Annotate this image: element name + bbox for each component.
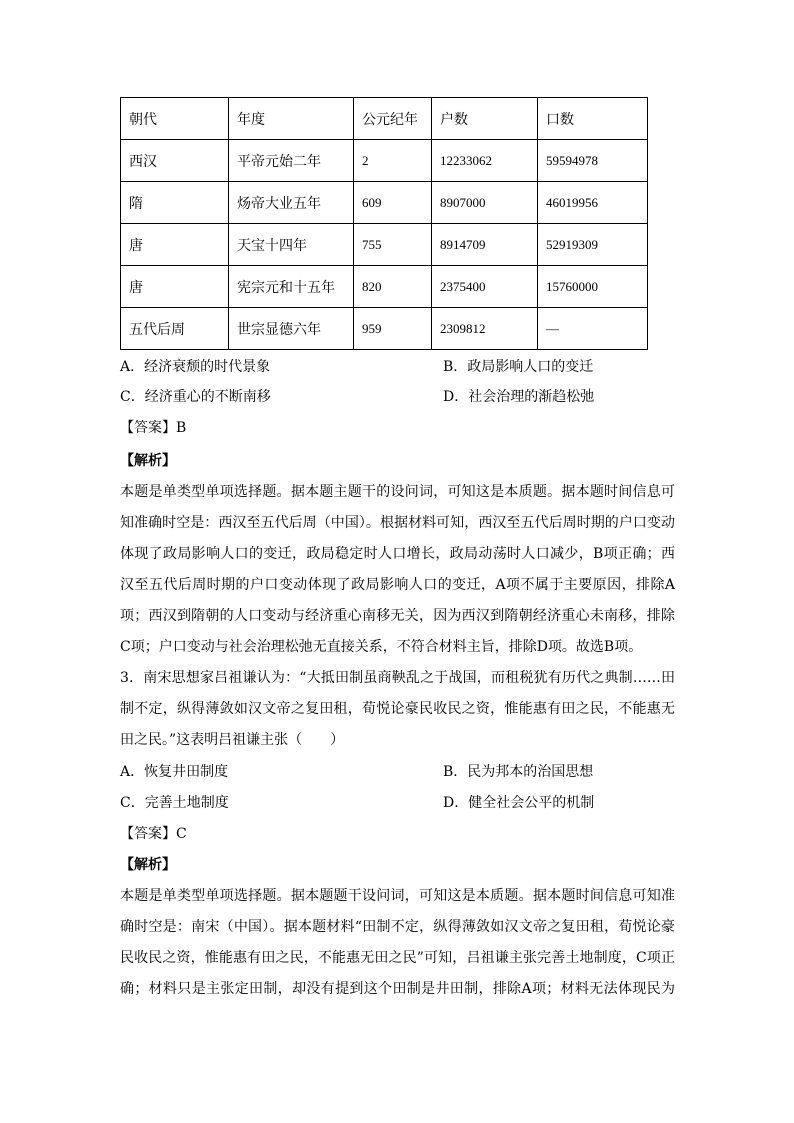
table-header-row: [121, 98, 648, 140]
q2-options-row-2: [120, 385, 680, 409]
q2-analysis-line: 体现了政局影响人口的变迁，政局稳定时人口增长，政局动荡时人口减少，B项正确；西: [120, 546, 675, 562]
table-cell: 五代后周: [121, 308, 229, 350]
table-header-cell: 朝代: [121, 98, 229, 140]
table-cell: 820: [354, 266, 432, 308]
table-header-cell: 公元纪年: [354, 98, 432, 140]
table-header-cell: 户数: [432, 98, 538, 140]
option-a: A．恢复井田制度: [120, 764, 229, 780]
table-cell: 天宝十四年: [229, 224, 354, 266]
q3-analysis-line: 民收民之资，惟能惠有田之民，不能惠无田之民”可知，吕祖谦主张完善土地制度，C项正: [120, 950, 675, 966]
table-cell: 唐: [121, 224, 229, 266]
q3-analysis-label: 【解析】: [120, 857, 176, 873]
table-cell: 隋: [121, 182, 229, 224]
table-cell: 2309812: [432, 308, 538, 350]
q3-options-row-1: [120, 760, 680, 784]
table-row: [121, 140, 648, 182]
q2-analysis-line: 项；西汉到隋朝的人口变动与经济重心南移无关，因为西汉到隋朝经济重心未南移，排除: [120, 608, 675, 624]
q3-analysis-line: 本题是单类型单项选择题。据本题题干设问词，可知这是本质题。据本题时间信息可知准: [120, 888, 675, 904]
table-cell: 59594978: [538, 140, 648, 182]
table-cell: 宪宗元和十五年: [229, 266, 354, 308]
q3-stem-line: 田之民。”这表明吕祖谦主张（ ）: [120, 732, 345, 748]
table-header-cell: 年度: [229, 98, 354, 140]
table-cell: 2: [354, 140, 432, 182]
q3-stem-line: 3．南宋思想家吕祖谦认为：“大抵田制虽商鞅乱之于战国，而租税犹有历代之典制……田: [120, 670, 675, 686]
q2-analysis-line: 知准确时空是：西汉至五代后周（中国）。根据材料可知，西汉至五代后周时期的户口变动: [120, 515, 675, 531]
table-cell: 15760000: [538, 266, 648, 308]
table-cell: 世宗显德六年: [229, 308, 354, 350]
option-c: C．经济重心的不断南移: [120, 389, 271, 405]
q3-analysis-line: 确；材料只是主张定田制，却没有提到这个田制是井田制，排除A项；材料无法体现民为: [120, 981, 675, 997]
table-row: [121, 182, 648, 224]
table-row: [121, 266, 648, 308]
table-cell: 2375400: [432, 266, 538, 308]
q3-answer: 【答案】C: [120, 826, 187, 842]
table-cell: 西汉: [121, 140, 229, 182]
option-d: D．社会治理的渐趋松弛: [443, 389, 595, 405]
option-a: A．经济衰颓的时代景象: [120, 359, 271, 375]
option-d: D．健全社会公平的机制: [443, 795, 595, 811]
table-cell: 8914709: [432, 224, 538, 266]
option-b: B．政局影响人口的变迁: [443, 359, 594, 375]
table-cell: 755: [354, 224, 432, 266]
q3-analysis-line: 确时空是：南宋（中国）。据本题材料“田制不定，纵得薄敛如汉文帝之复田租，荀悦论豪: [120, 919, 675, 935]
table-cell: 平帝元始二年: [229, 140, 354, 182]
table-row: [121, 308, 648, 350]
table-cell: 炀帝大业五年: [229, 182, 354, 224]
table-cell: 959: [354, 308, 432, 350]
population-table: [120, 97, 648, 350]
table-cell: 52919309: [538, 224, 648, 266]
table-row: [121, 224, 648, 266]
q2-analysis-label: 【解析】: [120, 453, 176, 469]
q2-analysis-line: 汉至五代后周时期的户口变动体现了政局影响人口的变迁，A项不属于主要原因，排除A: [120, 577, 675, 593]
table-cell: 609: [354, 182, 432, 224]
table-header-cell: 口数: [538, 98, 648, 140]
q3-stem-line: 制不定，纵得薄敛如汉文帝之复田租，荀悦论豪民收民之资，惟能惠有田之民，不能惠无: [120, 701, 675, 717]
option-c: C．完善土地制度: [120, 795, 229, 811]
table-cell: 46019956: [538, 182, 648, 224]
table-cell: 12233062: [432, 140, 538, 182]
q2-analysis-line: 本题是单类型单项选择题。据本题主题干的设问词，可知这是本质题。据本题时间信息可: [120, 484, 675, 500]
q2-analysis-line: C项；户口变动与社会治理松弛无直接关系，不符合材料主旨，排除D项。故选B项。: [120, 639, 643, 655]
table-cell: 唐: [121, 266, 229, 308]
table-cell: 8907000: [432, 182, 538, 224]
q3-options-row-2: [120, 791, 680, 815]
q2-options-row-1: [120, 355, 680, 379]
option-b: B．民为邦本的治国思想: [443, 764, 594, 780]
table-cell: —: [538, 308, 648, 350]
q2-answer: 【答案】B: [120, 420, 187, 436]
